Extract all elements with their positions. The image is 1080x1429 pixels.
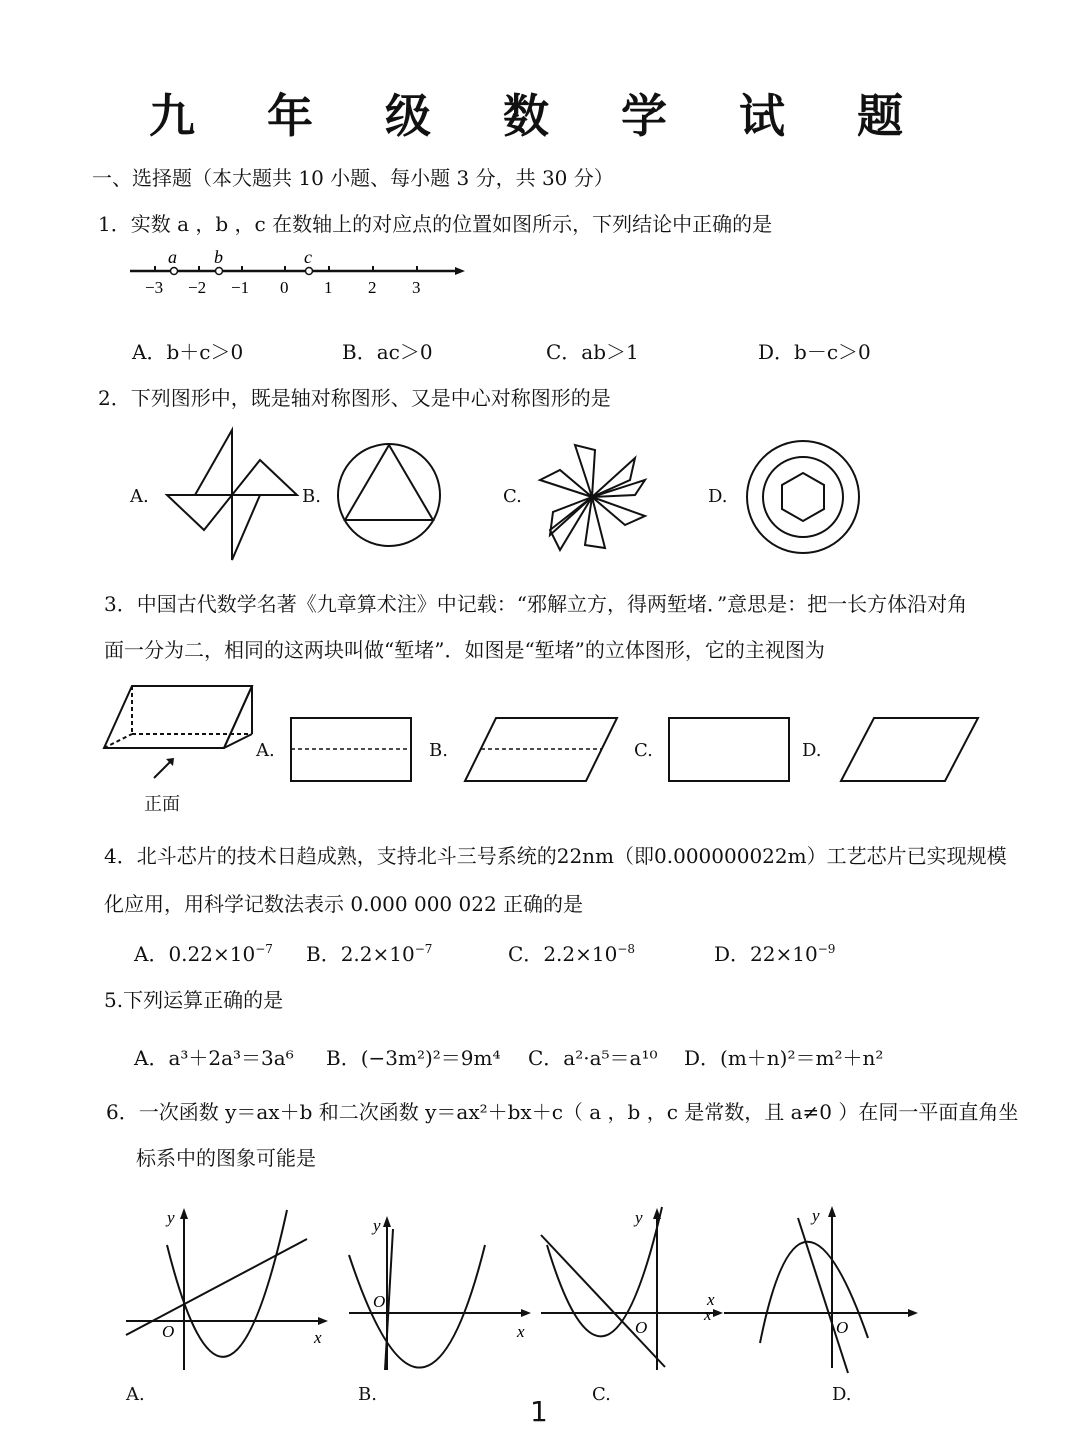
question-3-line2: 面一分为二，相同的这两块叫做“堑堵”．如图是“堑堵”的立体图形，它的主视图为 [104, 638, 825, 662]
graph-d [700, 1203, 925, 1378]
question-3-line1: 3．中国古代数学名著《九章算术注》中记载：“邪解立方，得两堑堵．”意思是：把一长方体沿对角 [104, 592, 968, 616]
tick-label: 2 [368, 278, 377, 297]
option-exponent: −9 [817, 942, 836, 956]
point-a-label: a [168, 247, 177, 267]
option-exponent: −7 [255, 942, 273, 956]
q6-option-a[interactable]: A. [126, 1384, 145, 1405]
view-a-figure [288, 715, 416, 785]
question-4-line2: 化应用，用科学记数法表示 0.000 000 022 正确的是 [104, 892, 584, 916]
graph-b [345, 1215, 535, 1375]
q1-option-a[interactable]: A．b＋c＞0 [132, 340, 244, 364]
option-exponent: −8 [617, 942, 636, 956]
windmill-figure [535, 440, 650, 555]
q6-option-c[interactable]: C. [592, 1384, 611, 1405]
page-title: 九 年 级 数 学 试 题 [148, 89, 932, 143]
pinwheel-figure [160, 425, 300, 565]
qiandu-solid-figure [100, 680, 260, 780]
x-axis-label: x [704, 1305, 712, 1324]
x-axis-label: x [314, 1328, 322, 1347]
origin-label: O [162, 1322, 175, 1341]
origin-label: O [373, 1292, 386, 1311]
tick-label: −3 [145, 278, 164, 297]
q1-option-d[interactable]: D．b－c＞0 [758, 340, 871, 364]
view-d-figure [838, 715, 983, 785]
question-4-line1: 4．北斗芯片的技术日趋成熟，支持北斗三号系统的22nm（即0.000000022m）工艺芯片已实现规模 [104, 844, 1007, 868]
q5-option-a[interactable]: A．a³＋2a³＝3a⁶ [134, 1046, 294, 1070]
y-axis-label: y [635, 1208, 643, 1227]
q4-option-b[interactable] [306, 938, 432, 967]
q2-option-a[interactable]: A. [130, 486, 149, 507]
option-base: 2.2×10 [543, 942, 618, 966]
question-5-text: 5.下列运算正确的是 [104, 988, 284, 1012]
section-heading: 一、选择题（本大题共 10 小题、每小题 3 分，共 30 分） [92, 166, 614, 190]
point-b-label: b [214, 247, 223, 267]
origin-label: O [635, 1318, 648, 1337]
q4-option-d[interactable] [714, 938, 835, 967]
q5-option-b[interactable]: B．(−3m²)²＝9m⁴ [326, 1046, 501, 1070]
y-axis-label: y [373, 1216, 381, 1235]
q3-option-b[interactable]: B. [429, 740, 448, 761]
y-axis-label: y [812, 1206, 820, 1225]
q6-option-b[interactable]: B. [358, 1384, 377, 1405]
option-letter: C． [508, 942, 544, 966]
circle-triangle-figure [335, 440, 445, 550]
q1-option-c[interactable]: C．ab＞1 [546, 340, 639, 364]
page-number: 1 [530, 1395, 548, 1428]
question-1-text: 1．实数 a ，b ，c 在数轴上的对应点的位置如图所示，下列结论中正确的是 [98, 212, 773, 236]
tick-label: 0 [280, 278, 289, 297]
q3-option-c[interactable]: C. [634, 740, 653, 761]
front-view-label: 正面 [144, 794, 180, 815]
tick-label: 1 [324, 278, 333, 297]
option-letter: A． [134, 942, 169, 966]
q5-option-c[interactable]: C．a²·a⁵＝a¹⁰ [528, 1046, 658, 1070]
option-letter: D． [714, 942, 751, 966]
view-b-figure [462, 715, 622, 785]
circle-hexagon-figure [745, 437, 865, 557]
option-letter: B． [306, 942, 341, 966]
question-2-text: 2．下列图形中，既是轴对称图形、又是中心对称图形的是 [98, 386, 611, 410]
option-base: 0.22×10 [168, 942, 256, 966]
x-axis-label: x [707, 1290, 715, 1309]
graph-c [537, 1205, 727, 1375]
q2-option-b[interactable]: B. [302, 486, 321, 507]
number-line-figure [125, 245, 465, 305]
q6-option-d[interactable]: D. [832, 1384, 852, 1405]
x-axis-label: x [517, 1322, 525, 1341]
q5-option-d[interactable]: D．(m＋n)²＝m²＋n² [684, 1046, 884, 1070]
graph-a [122, 1205, 332, 1375]
view-c-figure [666, 715, 794, 785]
q2-option-c[interactable]: C. [503, 486, 522, 507]
q4-option-c[interactable] [508, 938, 635, 967]
q3-option-a[interactable]: A. [256, 740, 275, 761]
q4-option-a[interactable] [134, 938, 273, 967]
option-base: 22×10 [750, 942, 818, 966]
origin-label: O [836, 1318, 849, 1337]
q2-option-d[interactable]: D. [708, 486, 728, 507]
point-c-label: c [304, 247, 312, 267]
q1-option-b[interactable]: B．ac＞0 [342, 340, 433, 364]
tick-label: 3 [412, 278, 421, 297]
y-axis-label: y [167, 1208, 175, 1227]
question-6-line2: 标系中的图象可能是 [136, 1146, 316, 1170]
tick-label: −2 [188, 278, 207, 297]
q3-option-d[interactable]: D. [802, 740, 822, 761]
question-6-line1: 6．一次函数 y＝ax＋b 和二次函数 y＝ax²＋bx＋c（ a ，b ，c 是常数，且 a≠0 ）在同一平面直角坐 [106, 1100, 1019, 1124]
option-base: 2.2×10 [340, 942, 415, 966]
option-exponent: −7 [414, 942, 433, 956]
tick-label: −1 [231, 278, 250, 297]
